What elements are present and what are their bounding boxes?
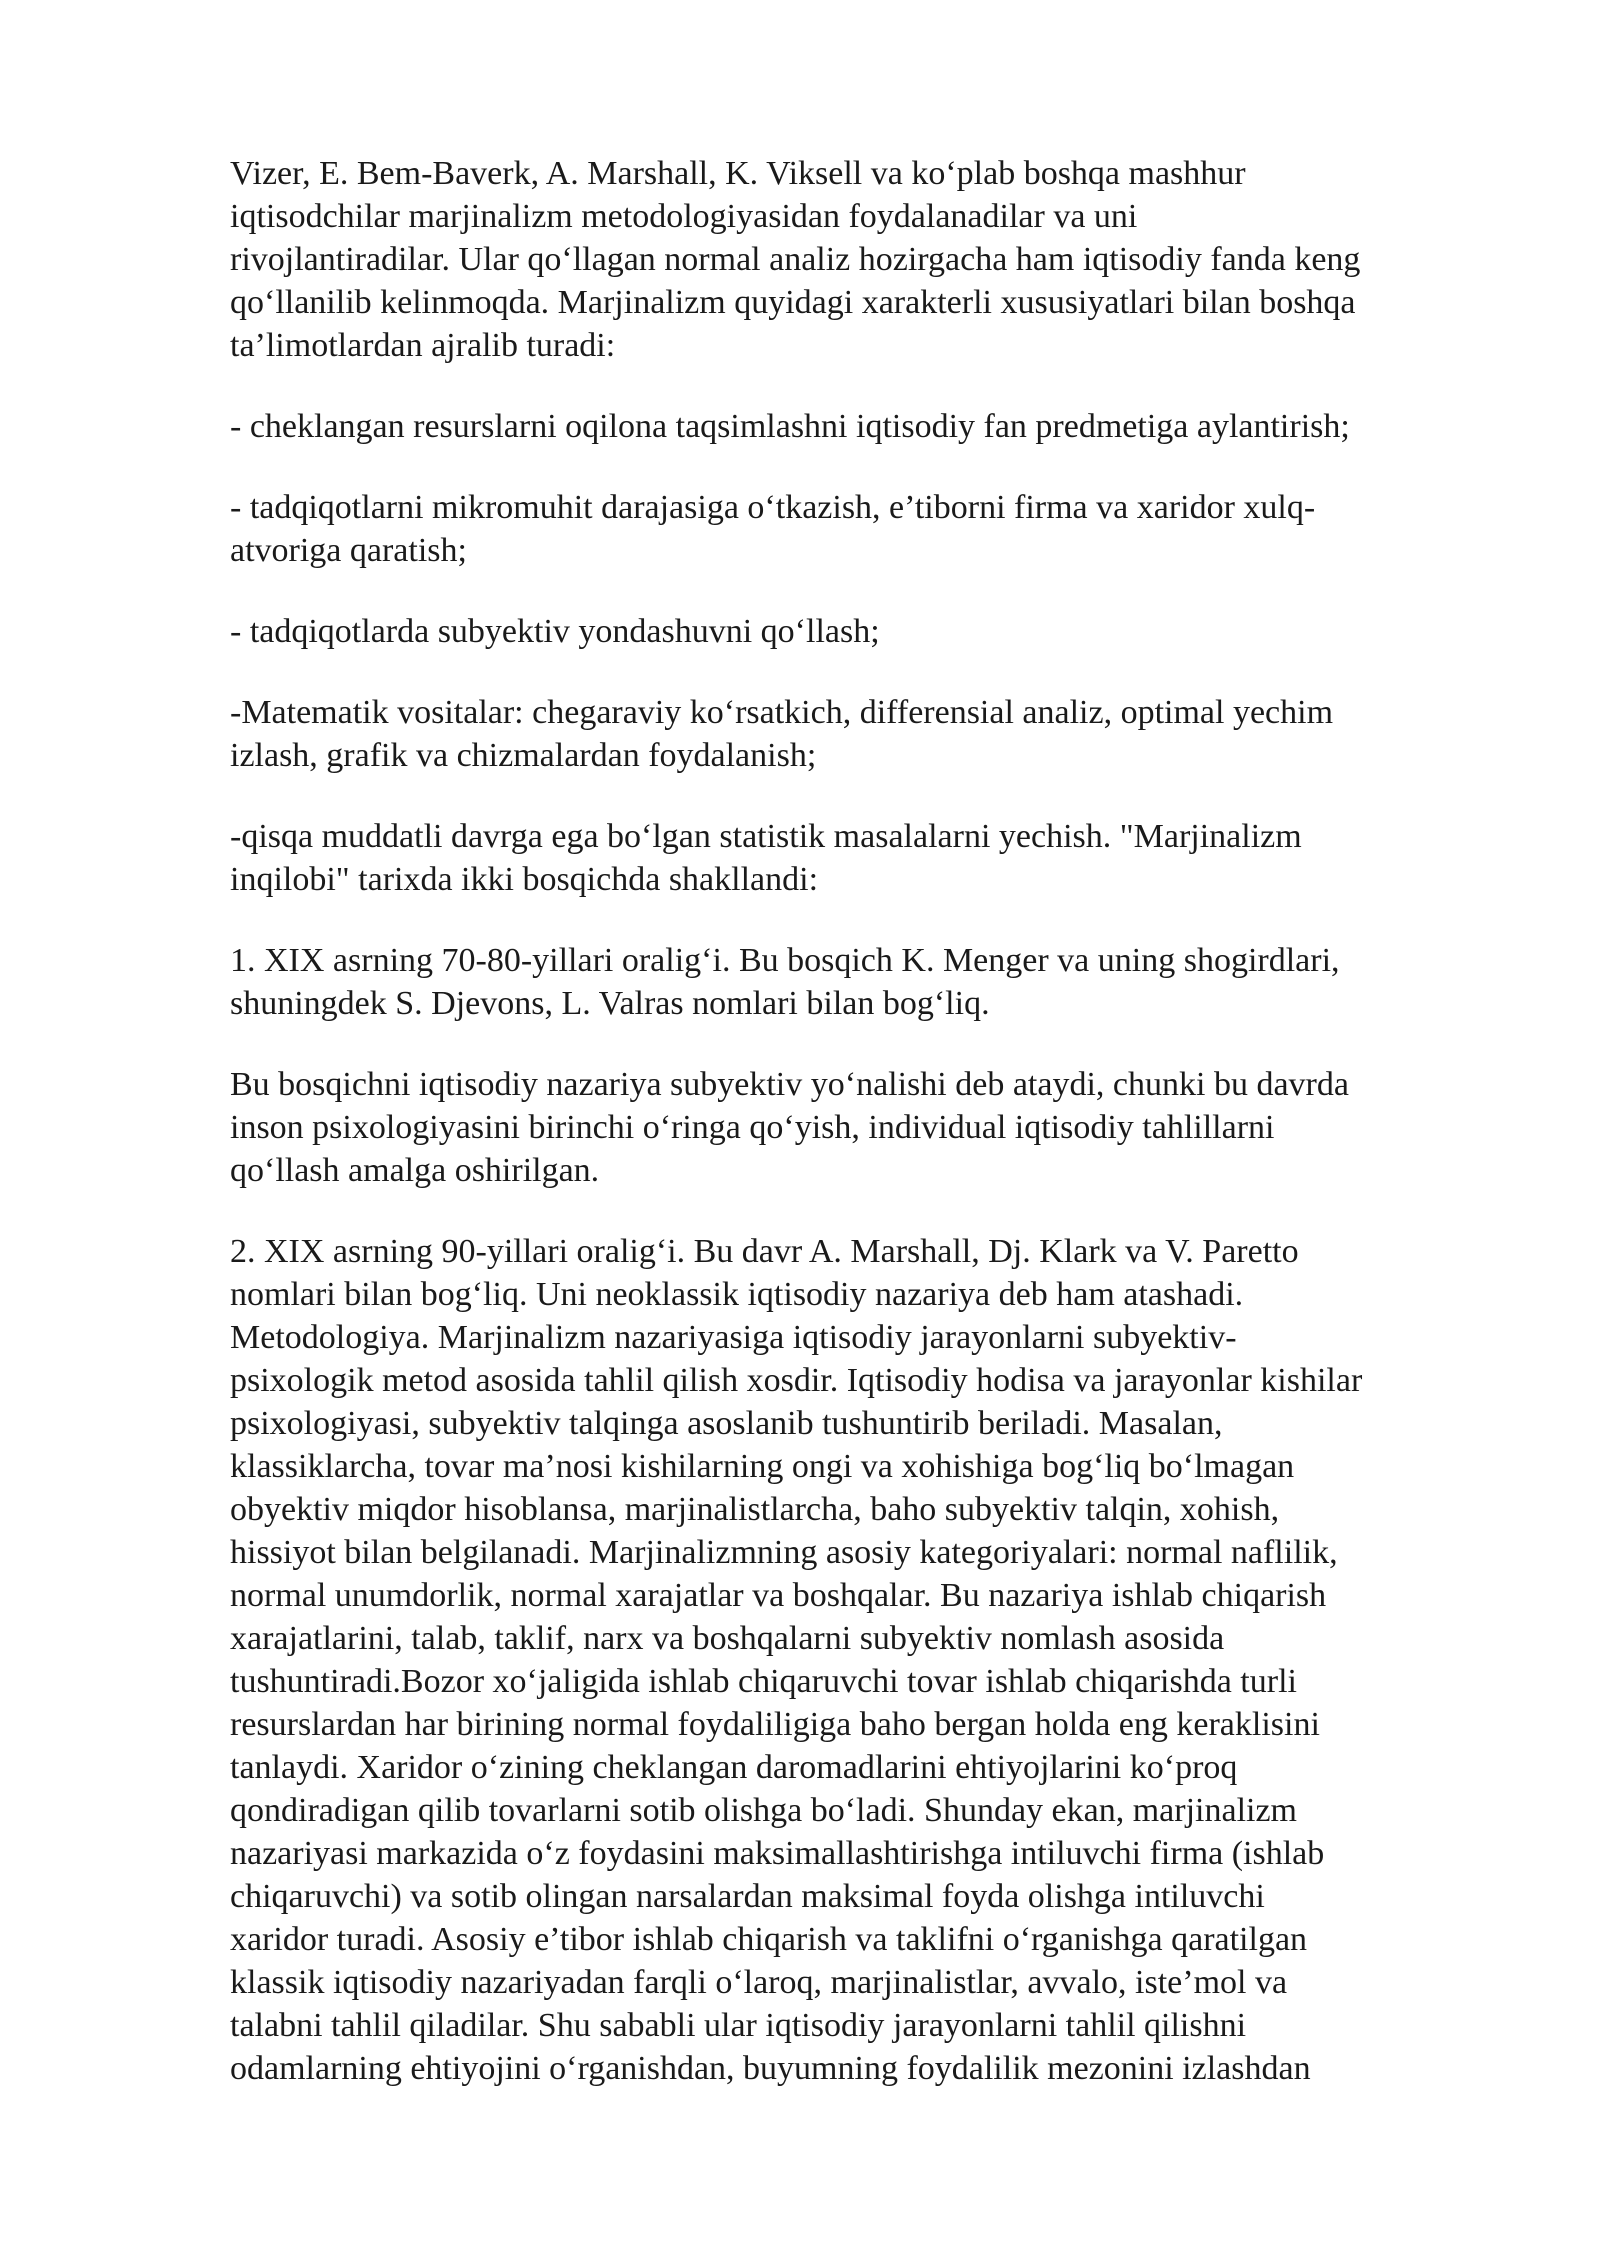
text-line: talabni tahlil qiladilar. Shu sababli ular iqtisodiy jarayonlarni tahlil qilishni — [230, 2007, 1247, 2044]
text-line: tushuntiradi.Bozor xo‘jaligida ishlab chiqaruvchi tovar ishlab chiqarishda turli — [230, 1663, 1297, 1700]
text-line: klassik iqtisodiy nazariyadan farqli o‘laroq, marjinalistlar, avvalo, iste’mol va — [230, 1964, 1288, 2001]
paragraph-stage-2 — [230, 1230, 1530, 2090]
text-line: obyektiv miqdor hisoblansa, marjinalistlarcha, baho subyektiv talqin, xohish, — [230, 1491, 1280, 1528]
text-line: Vizer, E. Bem-Baverk, A. Marshall, K. Viksell va ko‘plab boshqa mashhur — [230, 155, 1246, 192]
text-line: odamlarning ehtiyojini o‘rganishdan, buyumning foydalilik mezonini izlashdan — [230, 2050, 1311, 2087]
text-line: izlash, grafik va chizmalardan foydalanish; — [230, 737, 817, 774]
text-line: Metodologiya. Marjinalizm nazariyasiga iqtisodiy jarayonlarni subyektiv- — [230, 1319, 1237, 1356]
text-line: inson psixologiyasini birinchi o‘ringa qo‘yish, individual iqtisodiy tahlillarni — [230, 1109, 1275, 1146]
paragraph-list-item-5 — [230, 815, 1530, 901]
text-line: Bu bosqichni iqtisodiy nazariya subyektiv yo‘nalishi deb ataydi, chunki bu davrda — [230, 1066, 1349, 1103]
text-line: -qisqa muddatli davrga ega bo‘lgan statistik masalalarni yechish. "Marjinalizm — [230, 818, 1302, 855]
document-page — [230, 152, 1530, 2128]
text-line: qo‘llanilib kelinmoqda. Marjinalizm quyidagi xarakterli xususiyatlari bilan boshqa — [230, 284, 1356, 321]
text-line: chiqaruvchi) va sotib olingan narsalardan maksimal foyda olishga intiluvchi — [230, 1878, 1265, 1915]
text-line: resurslardan har birining normal foydaliligiga baho bergan holda eng keraklisini — [230, 1706, 1320, 1743]
text-line: xarajatlarini, talab, taklif, narx va boshqalarni subyektiv nomlash asosida — [230, 1620, 1225, 1657]
text-line: - cheklangan resurslarni oqilona taqsimlashni iqtisodiy fan predmetiga aylantirish; — [230, 408, 1350, 445]
text-line: nomlari bilan bog‘liq. Uni neoklassik iqtisodiy nazariya deb ham atashadi. — [230, 1276, 1244, 1313]
text-line: ta’limotlardan ajralib turadi: — [230, 327, 616, 364]
paragraph-stage-1-explanation — [230, 1063, 1530, 1192]
paragraph-stage-1 — [230, 939, 1530, 1025]
text-line: qondiradigan qilib tovarlarni sotib olishga bo‘ladi. Shunday ekan, marjinalizm — [230, 1792, 1297, 1829]
paragraph-list-item-1 — [230, 405, 1530, 448]
text-line: tanlaydi. Xaridor o‘zining cheklangan daromadlarini ehtiyojlarini ko‘proq — [230, 1749, 1238, 1786]
text-line: rivojlantiradilar. Ular qo‘llagan normal analiz hozirgacha ham iqtisodiy fanda keng — [230, 241, 1361, 278]
paragraph-intro — [230, 152, 1530, 367]
text-line: psixologik metod asosida tahlil qilish xosdir. Iqtisodiy hodisa va jarayonlar kishilar — [230, 1362, 1363, 1399]
text-line: shuningdek S. Djevons, L. Valras nomlari bilan bog‘liq. — [230, 985, 990, 1022]
text-line: inqilobi" tarixda ikki bosqichda shakllandi: — [230, 861, 819, 898]
text-line: hissiyot bilan belgilanadi. Marjinalizmning asosiy kategoriyalari: normal naflilik, — [230, 1534, 1338, 1571]
text-line: - tadqiqotlarda subyektiv yondashuvni qo‘llash; — [230, 613, 880, 650]
text-line: - tadqiqotlarni mikromuhit darajasiga o‘tkazish, e’tiborni firma va xaridor xulq- — [230, 489, 1316, 526]
text-line: klassiklarcha, tovar ma’nosi kishilarning ongi va xohishiga bog‘liq bo‘lmagan — [230, 1448, 1295, 1485]
text-line: xaridor turadi. Asosiy e’tibor ishlab chiqarish va taklifni o‘rganishga qaratilgan — [230, 1921, 1308, 1958]
text-line: nazariyasi markazida o‘z foydasini maksimallashtirishga intiluvchi firma (ishlab — [230, 1835, 1325, 1872]
paragraph-list-item-3 — [230, 610, 1530, 653]
text-line: -Matematik vositalar: chegaraviy ko‘rsatkich, differensial analiz, optimal yechim — [230, 694, 1334, 731]
text-line: 1. XIX asrning 70-80-yillari oralig‘i. Bu bosqich K. Menger va uning shogirdlari, — [230, 942, 1340, 979]
text-line: psixologiyasi, subyektiv talqinga asoslanib tushuntirib beriladi. Masalan, — [230, 1405, 1223, 1442]
paragraph-list-item-2 — [230, 486, 1530, 572]
text-line: normal unumdorlik, normal xarajatlar va boshqalar. Bu nazariya ishlab chiqarish — [230, 1577, 1327, 1614]
paragraph-list-item-4 — [230, 691, 1530, 777]
text-line: qo‘llash amalga oshirilgan. — [230, 1152, 600, 1189]
text-line: 2. XIX asrning 90-yillari oralig‘i. Bu davr A. Marshall, Dj. Klark va V. Paretto — [230, 1233, 1299, 1270]
text-line: atvoriga qaratish; — [230, 532, 467, 569]
text-line: iqtisodchilar marjinalizm metodologiyasidan foydalanadilar va uni — [230, 198, 1138, 235]
